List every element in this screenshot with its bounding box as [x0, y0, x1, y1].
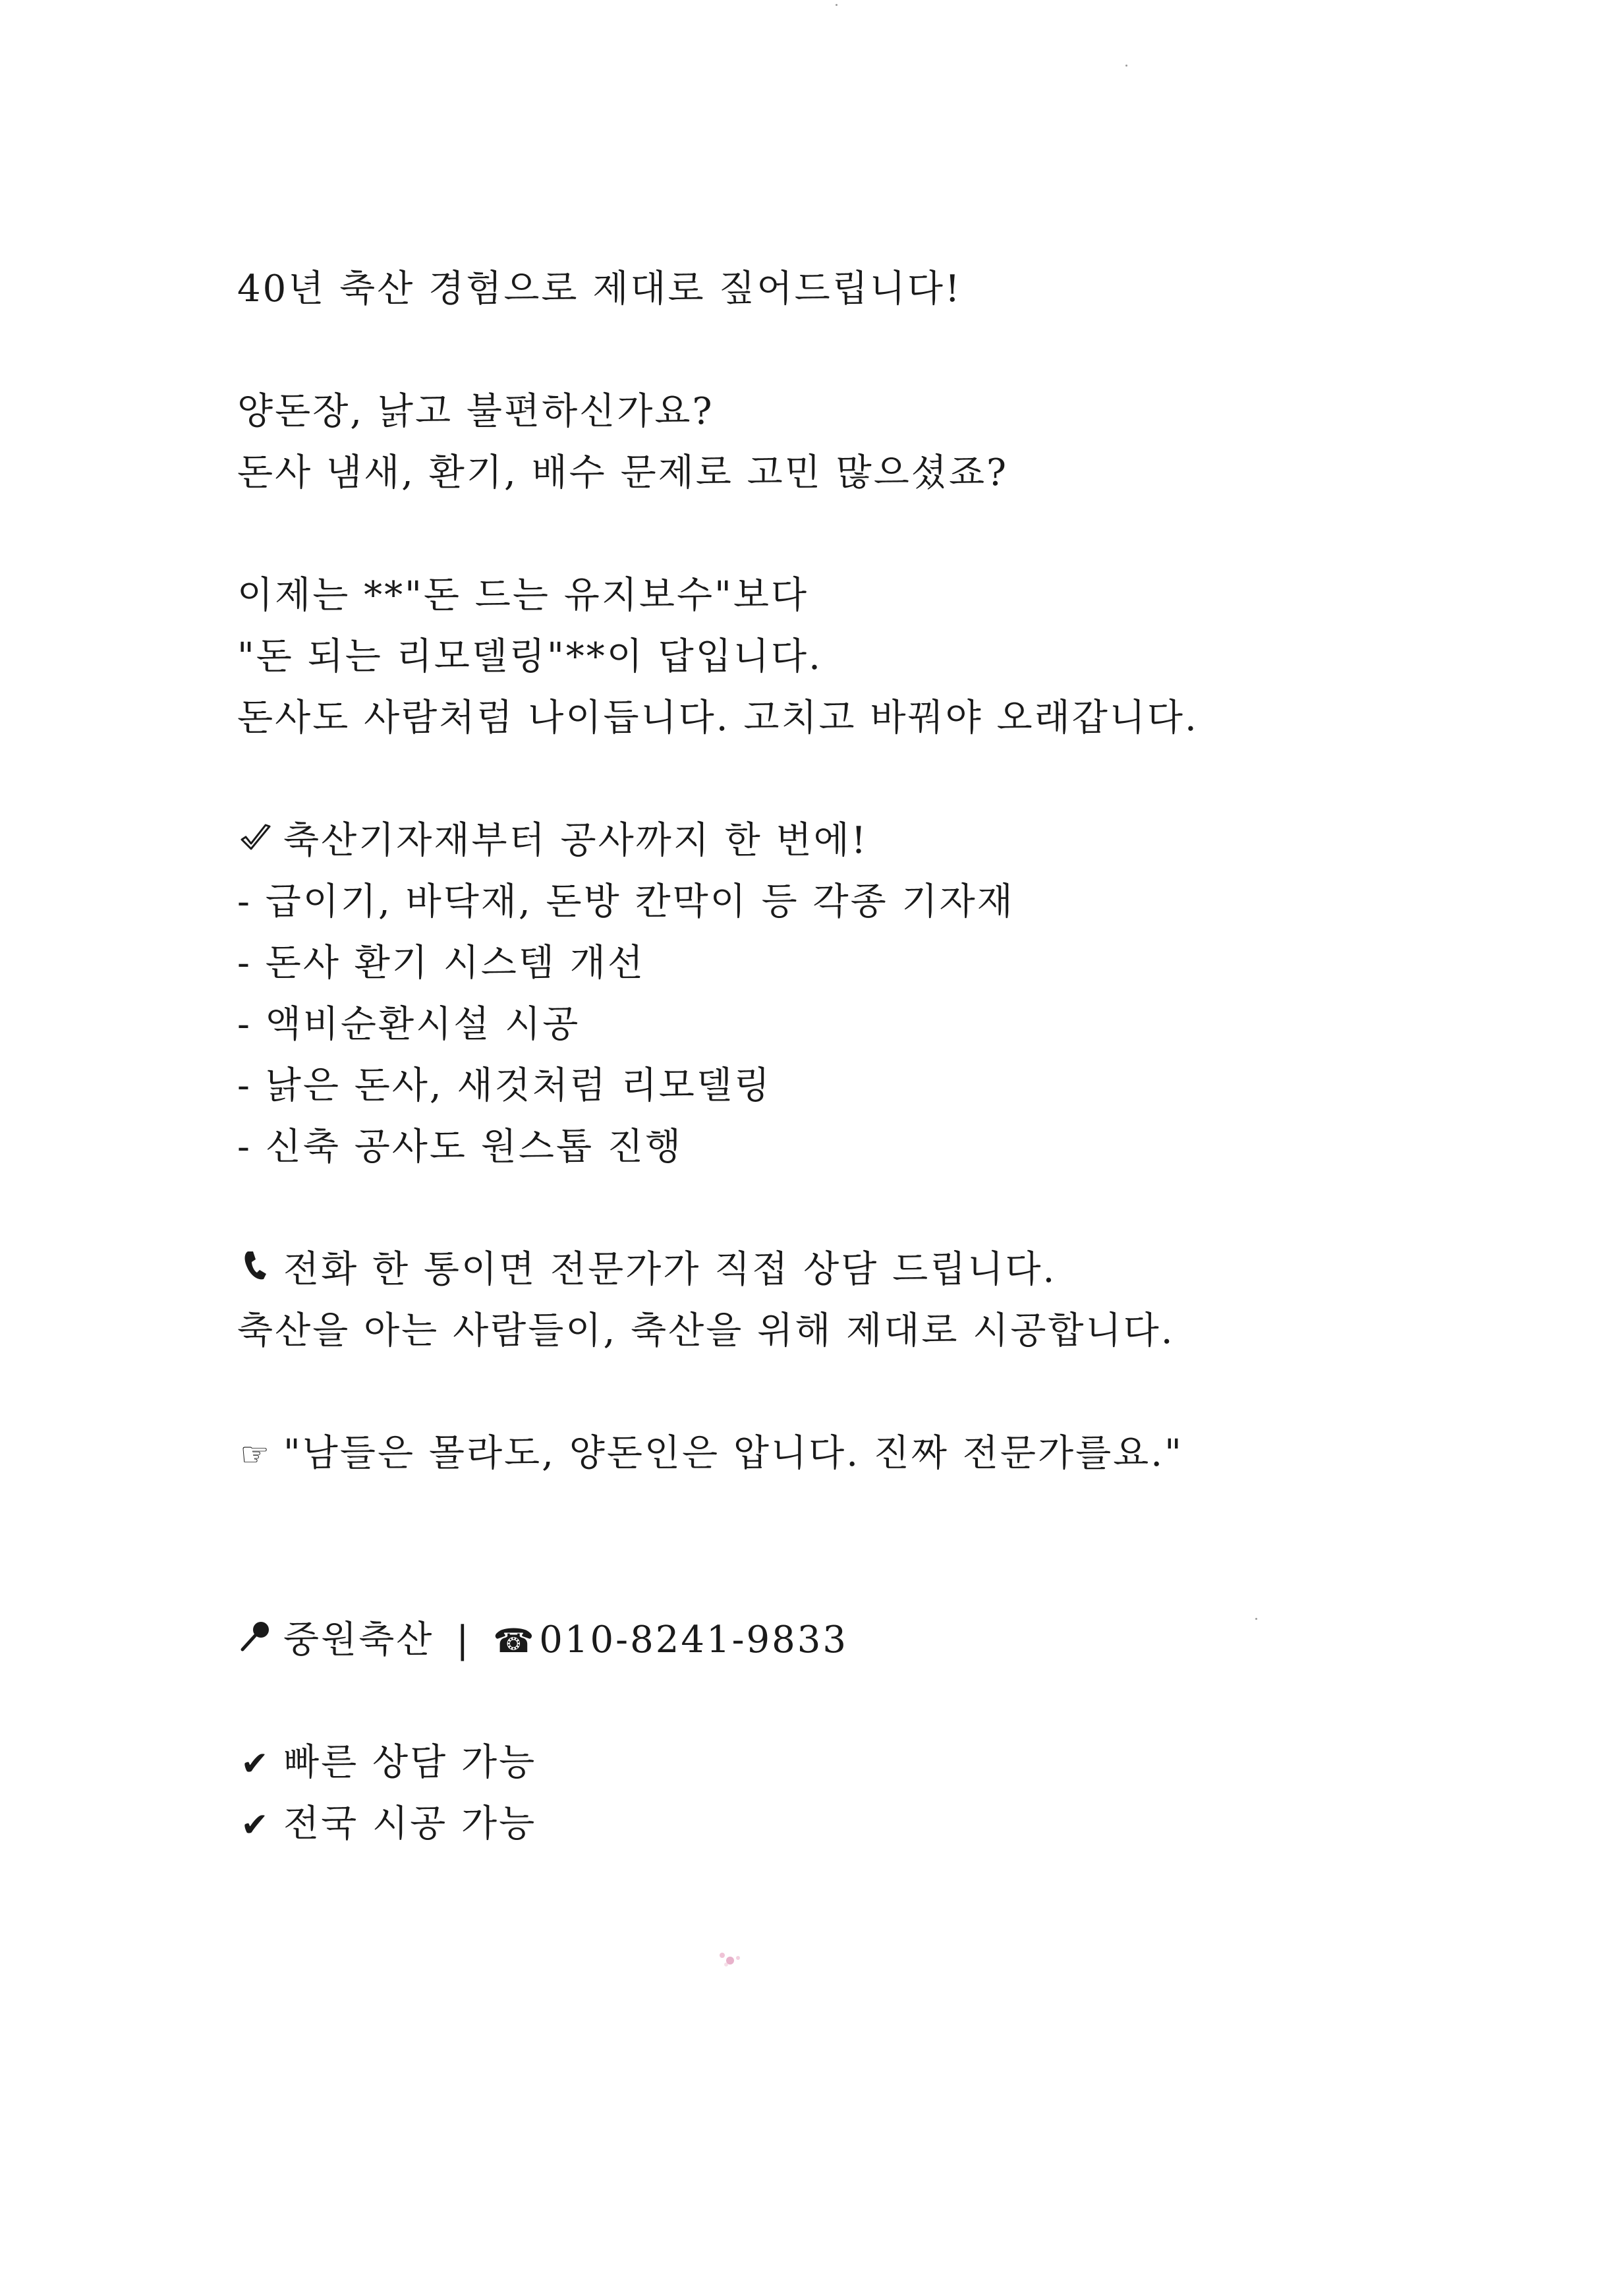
paper-speck	[1125, 65, 1127, 67]
paper-speck	[836, 4, 838, 6]
telephone-icon: ☎	[493, 1622, 536, 1660]
pitch-line-1: 이제는 **"돈 드는 유지보수"보다	[237, 574, 809, 617]
intro-line-2: 돈사 냄새, 환기, 배수 문제로 고민 많으셨죠?	[237, 451, 1009, 494]
contact-separator: |	[456, 1619, 471, 1661]
phone-number[interactable]: 010-8241-9833	[539, 1619, 849, 1661]
service-item: - 액비순환시설 시공	[237, 1003, 581, 1046]
intro-line-1: 양돈장, 낡고 불편하신가요?	[237, 390, 714, 433]
contact-line	[237, 1609, 1489, 1671]
service-item: - 신축 공사도 원스톱 진행	[237, 1126, 683, 1168]
location-pin-icon	[237, 1611, 274, 1672]
services-heading	[237, 810, 1489, 871]
call-line-2: 축산을 아는 사람들이, 축산을 위해 제대로 시공합니다.	[237, 1309, 1175, 1352]
quote-text: "남들은 몰라도, 양돈인은 압니다. 진짜 전문가를요."	[283, 1432, 1183, 1475]
check-mark-icon	[237, 811, 274, 873]
pitch-line-3: 돈사도 사람처럼 나이듭니다. 고치고 바꿔야 오래갑니다.	[237, 697, 1199, 739]
feature-item	[237, 1793, 1489, 1854]
phone-receiver-icon	[237, 1240, 274, 1302]
quote-line	[237, 1423, 1489, 1484]
ink-smudge	[713, 1946, 753, 1972]
company-name: 중원축산	[283, 1619, 434, 1661]
pointing-hand-icon: ☞	[240, 1435, 271, 1474]
feature-text: 전국 시공 가능	[283, 1802, 537, 1845]
check-icon: ✔	[241, 1806, 271, 1844]
pitch-line-2: "돈 되는 리모델링"**이 답입니다.	[237, 635, 822, 678]
feature-item	[237, 1732, 1489, 1793]
service-item: - 급이기, 바닥재, 돈방 칸막이 등 각종 기자재	[237, 880, 1015, 923]
service-item: - 낡은 돈사, 새것처럼 리모델링	[237, 1064, 772, 1107]
service-item: - 돈사 환기 시스템 개선	[237, 942, 645, 985]
headline: 40년 축산 경험으로 제대로 짚어드립니다!	[237, 268, 962, 310]
feature-text: 빠른 상담 가능	[283, 1741, 537, 1784]
services-heading-text: 축산기자재부터 공사까지 한 번에!	[283, 819, 868, 862]
check-icon: ✔	[241, 1744, 271, 1783]
document-body	[237, 258, 1489, 1854]
call-line-1-text: 전화 한 통이면 전문가가 직접 상담 드립니다.	[283, 1248, 1057, 1291]
paper-speck	[1255, 1618, 1257, 1620]
call-line-1	[237, 1239, 1489, 1300]
